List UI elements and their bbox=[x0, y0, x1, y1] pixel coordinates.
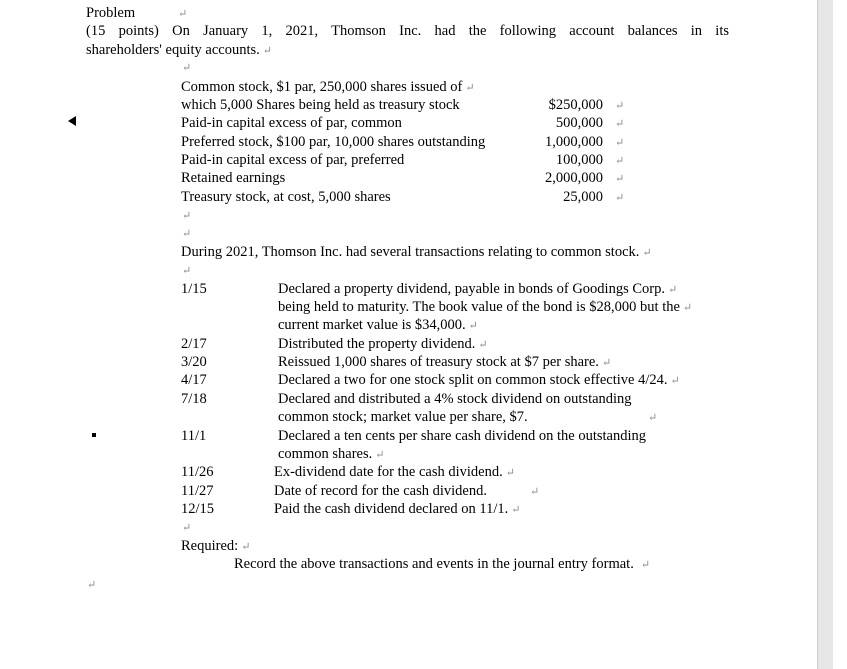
balance-amount: 2,000,000 bbox=[545, 170, 603, 186]
transaction-text: current market value is $34,000. ↵ bbox=[278, 317, 478, 333]
transaction-date: 1/15 bbox=[181, 281, 207, 297]
paragraph-mark-icon: ↵ bbox=[182, 265, 192, 277]
paragraph-mark-icon: ↵ bbox=[178, 8, 188, 20]
transaction-text: common stock; market value per share, $7. bbox=[278, 409, 528, 425]
paragraph-mark-icon: ↵ bbox=[648, 412, 658, 424]
transactions-intro: During 2021, Thomson Inc. had several transactions relating to common stock. ↵ bbox=[181, 244, 652, 260]
transaction-text: Date of record for the cash dividend. bbox=[274, 483, 487, 499]
balance-amount: 500,000 bbox=[555, 115, 603, 131]
transaction-text: Declared a two for one stock split on common stock effective 4/24. ↵ bbox=[278, 372, 680, 388]
required-heading: Required: ↵ bbox=[181, 538, 251, 554]
balance-amount: 25,000 bbox=[563, 189, 603, 205]
paragraph-mark-icon: ↵ bbox=[615, 155, 625, 167]
balance-label: Preferred stock, $100 par, 10,000 shares outstanding bbox=[181, 134, 486, 150]
paragraph-mark-icon: ↵ bbox=[615, 100, 625, 112]
transaction-date: 3/20 bbox=[181, 354, 207, 370]
transaction-text: Distributed the property dividend. ↵ bbox=[278, 336, 488, 352]
paragraph-mark-icon: ↵ bbox=[182, 228, 192, 240]
problem-heading: Problem bbox=[86, 5, 136, 21]
transaction-text: common shares. ↵ bbox=[278, 446, 385, 462]
transaction-date: 4/17 bbox=[181, 372, 207, 388]
balance-amount: 100,000 bbox=[555, 152, 603, 168]
transaction-text: Paid the cash dividend declared on 11/1. ↵ bbox=[274, 501, 521, 517]
transaction-date: 11/1 bbox=[181, 428, 207, 444]
paragraph-mark-icon: ↵ bbox=[530, 486, 540, 498]
balance-label: Paid-in capital excess of par, preferred bbox=[181, 152, 405, 168]
transaction-date: 12/15 bbox=[181, 501, 215, 517]
paragraph-mark-icon: ↵ bbox=[615, 192, 625, 204]
transaction-date: 11/27 bbox=[181, 483, 214, 499]
balance-label: which 5,000 Shares being held as treasury stock bbox=[181, 97, 460, 113]
transaction-date: 7/18 bbox=[181, 391, 207, 407]
intro-line-1: (15 points) On January 1, 2021, Thomson Inc. had the following account balances in its bbox=[86, 23, 729, 39]
balance-label: Retained earnings bbox=[181, 170, 286, 186]
balance-label: Treasury stock, at cost, 5,000 shares bbox=[181, 189, 391, 205]
balance-label: Paid-in capital excess of par, common bbox=[181, 115, 402, 131]
balance-amount: 1,000,000 bbox=[545, 134, 603, 150]
transaction-text: Reissued 1,000 shares of treasury stock at $7 per share. ↵ bbox=[278, 354, 612, 370]
paragraph-mark-icon: ↵ bbox=[182, 62, 192, 74]
paragraph-mark-icon: ↵ bbox=[615, 118, 625, 130]
vertical-scrollbar[interactable] bbox=[817, 0, 833, 669]
balance-label: Common stock, $1 par, 250,000 shares issued of ↵ bbox=[181, 79, 475, 95]
required-text: Record the above transactions and events in the journal entry format. ↵ bbox=[234, 556, 651, 572]
bullet-marker-icon bbox=[92, 433, 96, 437]
transaction-date: 11/26 bbox=[181, 464, 214, 480]
paragraph-mark-icon: ↵ bbox=[615, 137, 625, 149]
paragraph-mark-icon: ↵ bbox=[615, 173, 625, 185]
transaction-text: Declared and distributed a 4% stock dividend on outstanding bbox=[278, 391, 632, 407]
paragraph-mark-icon: ↵ bbox=[182, 522, 192, 534]
transaction-text: Declared a ten cents per share cash dividend on the outstanding bbox=[278, 428, 647, 444]
balance-amount: $250,000 bbox=[548, 97, 603, 113]
paragraph-mark-icon: ↵ bbox=[87, 579, 97, 591]
transaction-text: Ex-dividend date for the cash dividend. ↵ bbox=[274, 464, 515, 480]
intro-line-2: shareholders' equity accounts. ↵ bbox=[86, 42, 272, 58]
paragraph-mark-icon: ↵ bbox=[182, 210, 192, 222]
selection-marker-icon bbox=[68, 116, 76, 126]
transaction-date: 2/17 bbox=[181, 336, 207, 352]
transaction-text: Declared a property dividend, payable in bonds of Goodings Corp. ↵ bbox=[278, 281, 678, 297]
transaction-text: being held to maturity. The book value of the bond is $28,000 but the ↵ bbox=[278, 299, 693, 315]
